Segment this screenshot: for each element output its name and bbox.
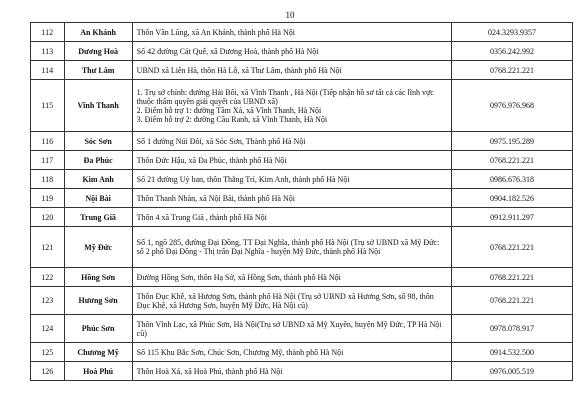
address-line: Thôn 4 xã Trung Giã , thành phố Hà Nội	[136, 212, 267, 222]
row-number: 125	[31, 343, 65, 362]
row-number: 116	[31, 132, 65, 151]
table-row	[31, 227, 573, 268]
commune-name: Kim Anh	[64, 170, 132, 189]
phone-number: 0356.242.992	[451, 42, 572, 61]
table-row	[31, 189, 573, 208]
phone-number: 0978.078.917	[451, 315, 572, 343]
address-cell	[132, 23, 451, 42]
row-number: 118	[31, 170, 65, 189]
address-cell	[132, 362, 451, 381]
commune-name: Hồng Sơn	[64, 268, 132, 287]
address-cell	[132, 268, 451, 287]
address-line: Thôn Vân Lũng, xã An Khánh, thành phố Hà Nội	[136, 27, 295, 37]
address-line: Thôn Đức Hậu, xã Đa Phúc, thành phố Hà Nội	[136, 155, 287, 165]
commune-name: Hoà Phú	[64, 362, 132, 381]
phone-number: 0768.221.221	[451, 268, 572, 287]
address-cell	[132, 80, 451, 132]
table-row	[31, 42, 573, 61]
phone-number: 0914.532.500	[451, 343, 572, 362]
address-cell	[132, 315, 451, 343]
address-line: UBND xã Liên Hà, thôn Hà Lỗ, xã Thư Lâm, thành phố Hà Nội	[136, 65, 342, 75]
table-row	[31, 287, 573, 315]
phone-number: 0976.005.519	[451, 362, 572, 381]
office-table	[30, 22, 573, 381]
address-cell	[132, 61, 451, 80]
row-number: 115	[31, 80, 65, 132]
address-line: Thôn Thanh Nhàn, xã Nội Bài, thành phố Hà Nội	[136, 193, 295, 203]
table-row	[31, 315, 573, 343]
row-number: 123	[31, 287, 65, 315]
table-row	[31, 208, 573, 227]
address-line: Thôn Vĩnh Lạc, xã Phúc Sơn, Hà Nội(Trụ sở UBND xã Mỹ Xuyên, huyện Mỹ Đức, TP Hà Nội cũ)	[136, 319, 442, 338]
address-line: Đường Hồng Sơn, thôn Hạ Sở, xã Hồng Sơn, thành phố Hà Nội	[136, 272, 341, 282]
row-number: 117	[31, 151, 65, 170]
commune-name: Thư Lâm	[64, 61, 132, 80]
table-row	[31, 151, 573, 170]
row-number: 121	[31, 227, 65, 268]
address-cell	[132, 227, 451, 268]
phone-number: 0976.976.968	[451, 80, 572, 132]
row-number: 122	[31, 268, 65, 287]
address-cell	[132, 170, 451, 189]
address-cell	[132, 287, 451, 315]
commune-name: Phúc Sơn	[64, 315, 132, 343]
page-number: 10	[285, 10, 295, 20]
phone-number: 0768.221.221	[451, 227, 572, 268]
address-cell	[132, 151, 451, 170]
commune-name: Vĩnh Thanh	[64, 80, 132, 132]
office-table-body	[31, 23, 573, 381]
commune-name: Dương Hoà	[64, 42, 132, 61]
phone-number: 0768.221.221	[451, 151, 572, 170]
address-cell	[132, 132, 451, 151]
table-row	[31, 362, 573, 381]
table-row	[31, 268, 573, 287]
address-line: Thôn Đục Khê, xã Hương Sơn, thành phố Hà Nội (Trụ sở UBND xã Hương Sơn, số 98, thôn Đục Khê, xã Hương Sơn, huyện Mỹ Đức, Hà Nội cũ)	[136, 291, 434, 310]
commune-name: Trung Giã	[64, 208, 132, 227]
address-cell	[132, 189, 451, 208]
address-line: Số 42 đường Cát Quế, xã Dương Hoà, thành phố Hà Nội	[136, 46, 319, 56]
address-line: 1. Trụ sở chính: đường Hải Bối, xã Vĩnh Thanh , Hà Nội (Tiếp nhận hồ sơ tất cả các lĩnh vực thuộc thẩm quyền giải quyết của UBND xã)	[136, 87, 434, 106]
row-number: 124	[31, 315, 65, 343]
phone-number: 0986.676.318	[451, 170, 572, 189]
address-line: Số 1 đường Núi Đôi, xã Sóc Sơn, Thành phố Hà Nội	[136, 136, 306, 146]
row-number: 126	[31, 362, 65, 381]
table-row	[31, 80, 573, 132]
address-line: 2. Điểm hỗ trợ 1: đường Tầm Xá, xã Vĩnh Thanh, Hà Nội	[136, 105, 322, 115]
address-line: Số 115 Khu Bắc Sơn, Chúc Sơn, Chương Mỹ, thành phố Hà Nội	[136, 347, 344, 357]
row-number: 114	[31, 61, 65, 80]
table-row	[31, 61, 573, 80]
address-cell	[132, 42, 451, 61]
phone-number: 0912.911.297	[451, 208, 572, 227]
commune-name: Hương Sơn	[64, 287, 132, 315]
commune-name: Chương Mỹ	[64, 343, 132, 362]
phone-number: 0975.195.289	[451, 132, 572, 151]
commune-name: An Khánh	[64, 23, 132, 42]
phone-number: 0904.182.526	[451, 189, 572, 208]
address-line: Thôn Hoà Xá, xã Hoà Phú, thành phố Hà Nội	[136, 366, 283, 376]
address-line: Số 1, ngõ 285, đường Đại Đồng, TT Đại Nghĩa, thành phố Hà Nội (Trụ sở UBND xã Mỹ Đức: số 2 phố Đại Đồng - Thị trấn Đại Nghĩa - huyện Mỹ Đức, thành phố Hà Nội	[136, 238, 440, 256]
table-row	[31, 132, 573, 151]
phone-number: 024.3293.9357	[451, 23, 572, 42]
address-line: 3. Điểm hỗ trợ 2: đường Cầu Ranh, xã Vĩnh Thanh, Hà Nội	[136, 114, 328, 124]
table-row	[31, 343, 573, 362]
commune-name: Mỹ Đức	[64, 227, 132, 268]
table-row	[31, 23, 573, 42]
address-cell	[132, 208, 451, 227]
address-line: Số 21 đường Uỷ ban, thôn Thắng Trí, Kim Anh, thành phố Hà Nội	[136, 174, 350, 184]
row-number: 113	[31, 42, 65, 61]
address-cell	[132, 343, 451, 362]
table-row	[31, 170, 573, 189]
commune-name: Sóc Sơn	[64, 132, 132, 151]
row-number: 112	[31, 23, 65, 42]
phone-number: 0768.221.221	[451, 287, 572, 315]
phone-number: 0768.221.221	[451, 61, 572, 80]
commune-name: Nội Bài	[64, 189, 132, 208]
row-number: 119	[31, 189, 65, 208]
commune-name: Đa Phúc	[64, 151, 132, 170]
row-number: 120	[31, 208, 65, 227]
